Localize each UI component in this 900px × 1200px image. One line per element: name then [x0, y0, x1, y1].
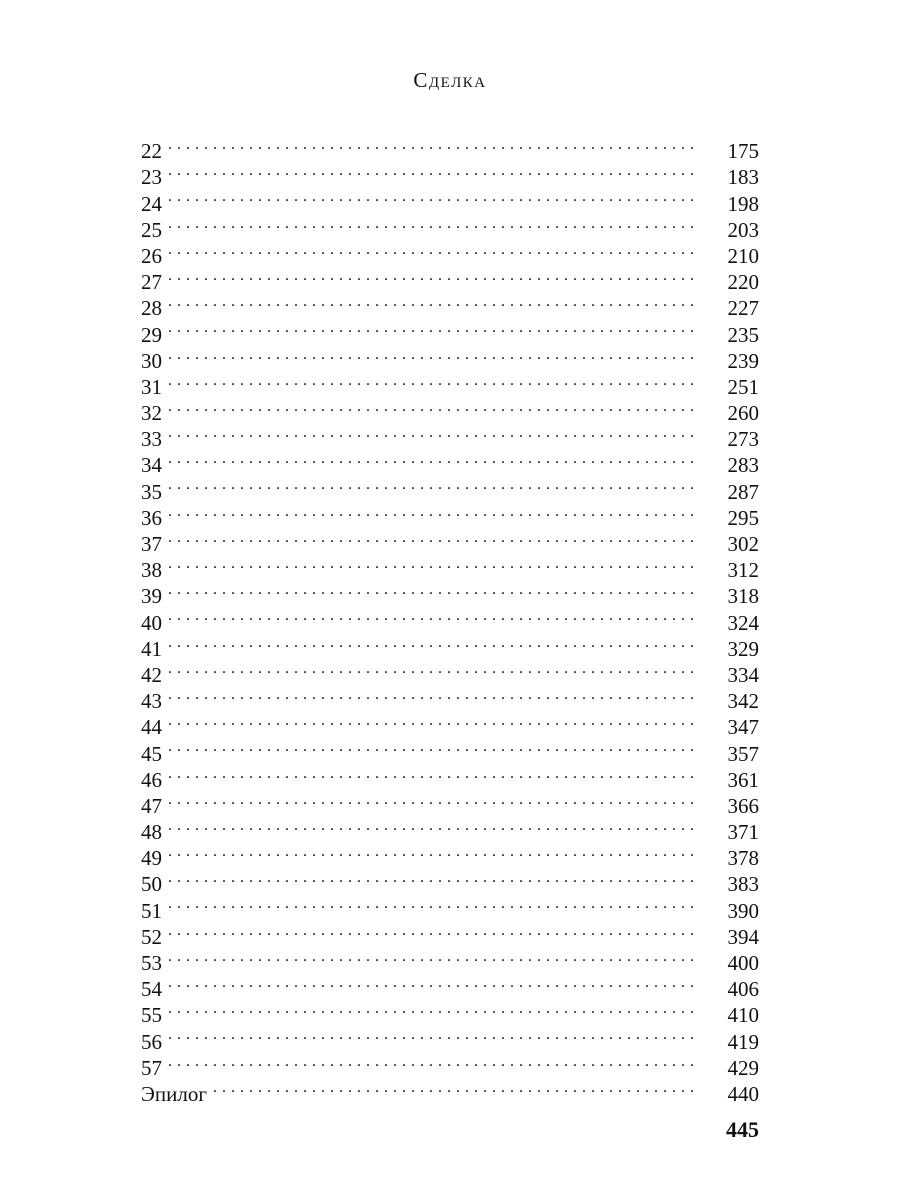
toc-entry — [141, 211, 759, 242]
toc-entry-page: 390 — [727, 898, 759, 923]
toc-entry-page: 251 — [727, 374, 759, 399]
toc-entry-page: 239 — [727, 348, 759, 373]
toc-entry — [141, 1022, 759, 1054]
toc-entry-label: 55 — [141, 1003, 162, 1028]
toc-dot-leader — [168, 472, 697, 498]
toc-dot-leader — [168, 132, 697, 158]
toc-entry-label: 26 — [141, 243, 162, 268]
toc-entry-label: 22 — [141, 139, 162, 164]
toc-entry-label: 44 — [141, 715, 162, 740]
toc-entry-label: 45 — [141, 741, 162, 766]
toc-entry — [141, 787, 759, 818]
toc-entry — [141, 472, 759, 504]
toc-entry-label: 29 — [141, 322, 162, 347]
toc-entry-label: 31 — [141, 374, 162, 399]
toc-entry-page: 312 — [727, 558, 759, 583]
toc-entry-label: 28 — [141, 296, 162, 321]
toc-entry-page: 400 — [727, 951, 759, 975]
toc-entry — [141, 368, 759, 399]
toc-entry-page: 371 — [727, 820, 759, 845]
toc-dot-leader — [168, 184, 697, 210]
toc-entry — [141, 813, 759, 845]
toc-dot-leader — [168, 970, 697, 996]
toc-entry — [141, 682, 759, 714]
page-number: 445 — [726, 1117, 759, 1142]
toc-entry-page: 295 — [727, 505, 759, 530]
toc-entry-page: 347 — [727, 715, 759, 740]
toc-dot-leader — [168, 551, 697, 577]
toc-entry-page: 429 — [727, 1055, 759, 1080]
toc-dot-leader — [168, 865, 697, 891]
toc-entry-label: 52 — [141, 924, 162, 949]
toc-entry-page: 260 — [727, 401, 759, 426]
toc-entry-label: 40 — [141, 610, 162, 635]
toc-entry-label: 48 — [141, 820, 162, 845]
toc-entry — [141, 865, 759, 897]
toc-entry-label: 47 — [141, 793, 162, 818]
toc-entry — [141, 315, 759, 347]
toc-entry-page: 406 — [727, 977, 759, 1002]
toc-dot-leader — [168, 839, 697, 865]
toc-dot-leader — [168, 891, 697, 917]
toc-dot-leader — [168, 342, 697, 368]
toc-entry-label: 50 — [141, 872, 162, 897]
toc-entry-page: 410 — [727, 1003, 759, 1028]
toc-entry — [141, 1075, 759, 1106]
toc-entry-label: 32 — [141, 401, 162, 426]
toc-entry-label: 34 — [141, 453, 162, 478]
toc-entry-label: 35 — [141, 479, 162, 504]
toc-dot-leader — [168, 682, 697, 708]
toc-dot-leader — [168, 996, 697, 1022]
toc-entry — [141, 263, 759, 295]
toc-entry — [141, 342, 759, 373]
toc-dot-leader — [168, 263, 697, 289]
toc-entry-label: 42 — [141, 662, 162, 687]
toc-entry-page: 383 — [727, 872, 759, 897]
toc-dot-leader — [168, 1022, 697, 1048]
toc-entry-label: 30 — [141, 348, 162, 373]
toc-dot-leader — [168, 734, 697, 760]
toc-entry — [141, 577, 759, 609]
toc-entry-label: 53 — [141, 951, 162, 975]
toc-entry-label: 27 — [141, 270, 162, 295]
toc-entry — [141, 708, 759, 740]
toc-entry-label: 39 — [141, 584, 162, 609]
toc-dot-leader — [168, 918, 697, 944]
toc-entry — [141, 603, 759, 635]
toc-entry — [141, 289, 759, 321]
toc-dot-leader — [168, 420, 697, 446]
toc-entry — [141, 158, 759, 190]
toc-dot-leader — [168, 761, 697, 787]
toc-entry — [141, 970, 759, 1002]
toc-dot-leader — [168, 577, 697, 603]
toc-dot-leader — [168, 630, 697, 656]
toc-dot-leader — [168, 158, 697, 184]
toc-entry-page: 357 — [727, 741, 759, 766]
toc-dot-leader — [168, 499, 697, 525]
toc-entry-page: 361 — [727, 767, 759, 792]
running-head: Сделка — [413, 68, 487, 92]
toc-entry-page: 419 — [727, 1029, 759, 1054]
toc-entry-page: 329 — [727, 636, 759, 661]
toc-entry-label: 46 — [141, 767, 162, 792]
toc-entry-label: 25 — [141, 217, 162, 242]
toc-entry-page: 283 — [727, 453, 759, 478]
toc-entry — [141, 761, 759, 792]
toc-entry-label: 41 — [141, 636, 162, 661]
toc-entry-page: 175 — [727, 139, 759, 164]
toc-entry-label: 54 — [141, 977, 162, 1002]
toc-entry-label: 33 — [141, 427, 162, 452]
toc-entry-page: 287 — [727, 479, 759, 504]
toc-entry — [141, 184, 759, 216]
toc-entry-page: 220 — [727, 270, 759, 295]
toc-entry-label: 23 — [141, 165, 162, 190]
toc-dot-leader — [168, 368, 697, 394]
toc-entry — [141, 891, 759, 923]
toc-entry — [141, 1049, 759, 1080]
toc-entry-page: 183 — [727, 165, 759, 190]
toc-dot-leader — [168, 525, 697, 551]
toc-entry — [141, 944, 759, 975]
toc-entry-page: 318 — [727, 584, 759, 609]
toc-entry-page: 210 — [727, 243, 759, 268]
toc-entry-label: 43 — [141, 689, 162, 714]
toc-entry-page: 324 — [727, 610, 759, 635]
toc-entry-page: 334 — [727, 662, 759, 687]
table-of-contents — [141, 132, 759, 1106]
toc-dot-leader — [168, 603, 697, 629]
toc-entry-label: 49 — [141, 846, 162, 871]
toc-entry-page: 342 — [727, 689, 759, 714]
toc-entry-label: 57 — [141, 1055, 162, 1080]
toc-dot-leader — [168, 446, 697, 472]
toc-entry — [141, 839, 759, 871]
toc-dot-leader — [168, 289, 697, 315]
toc-entry-page: 366 — [727, 793, 759, 818]
toc-entry — [141, 446, 759, 478]
toc-entry — [141, 996, 759, 1028]
toc-entry-page: 235 — [727, 322, 759, 347]
toc-entry-label: 36 — [141, 505, 162, 530]
toc-entry-page: 273 — [727, 427, 759, 452]
toc-entry-label: 24 — [141, 191, 162, 216]
toc-dot-leader — [213, 1075, 697, 1101]
toc-dot-leader — [168, 708, 697, 734]
toc-entry-page: 227 — [727, 296, 759, 321]
toc-entry-page: 203 — [727, 217, 759, 242]
toc-entry-page: 302 — [727, 532, 759, 556]
toc-entry — [141, 237, 759, 268]
toc-entry — [141, 394, 759, 426]
toc-entry-label: 37 — [141, 532, 162, 556]
toc-entry — [141, 525, 759, 556]
toc-entry-page: 378 — [727, 846, 759, 871]
toc-dot-leader — [168, 1049, 697, 1075]
toc-entry-label: Эпилог — [141, 1081, 207, 1106]
toc-dot-leader — [168, 944, 697, 970]
toc-dot-leader — [168, 211, 697, 237]
toc-entry-page: 198 — [727, 191, 759, 216]
toc-entry — [141, 499, 759, 530]
toc-entry — [141, 420, 759, 452]
toc-entry-label: 56 — [141, 1029, 162, 1054]
toc-entry-label: 51 — [141, 898, 162, 923]
toc-entry — [141, 132, 759, 164]
toc-entry — [141, 918, 759, 949]
toc-dot-leader — [168, 237, 697, 263]
toc-entry — [141, 656, 759, 687]
toc-entry-label: 38 — [141, 558, 162, 583]
toc-dot-leader — [168, 787, 697, 813]
toc-entry — [141, 551, 759, 583]
toc-dot-leader — [168, 656, 697, 682]
toc-dot-leader — [168, 315, 697, 341]
toc-entry — [141, 734, 759, 766]
toc-entry-page: 394 — [727, 924, 759, 949]
toc-dot-leader — [168, 394, 697, 420]
toc-entry-page: 440 — [727, 1081, 759, 1106]
toc-entry — [141, 630, 759, 661]
toc-dot-leader — [168, 813, 697, 839]
